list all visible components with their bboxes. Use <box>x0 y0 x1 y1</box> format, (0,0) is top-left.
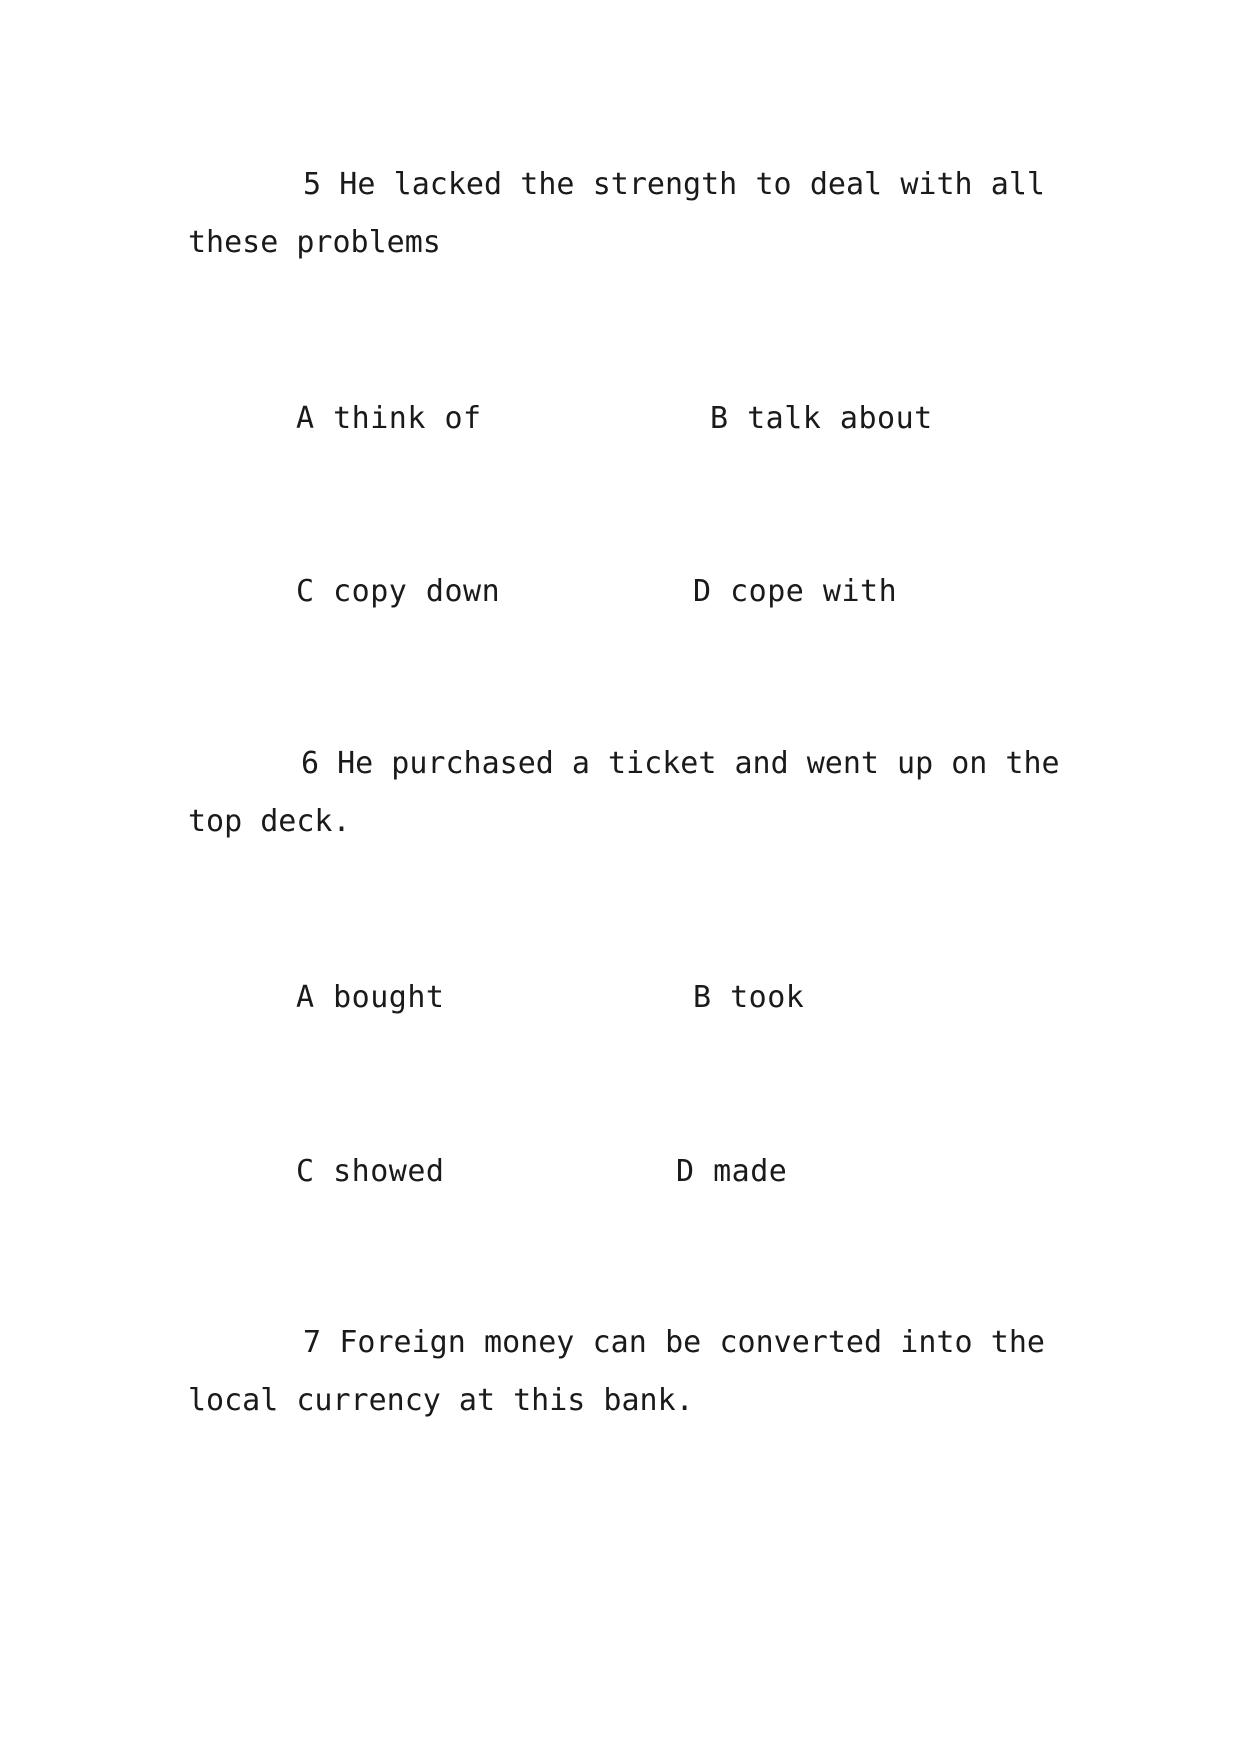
question-7-text-line-1: 7 Foreign money can be converted into the <box>303 1325 1045 1360</box>
question-6-text-line-2: top deck. <box>188 804 351 839</box>
question-5-option-b: B talk about <box>710 401 933 436</box>
question-5-text-line-2: these problems <box>188 225 441 260</box>
question-5-text-line-1: 5 He lacked the strength to deal with all <box>303 167 1045 202</box>
question-5-option-c: C copy down <box>296 574 501 609</box>
question-6-option-d: D made <box>676 1154 788 1189</box>
question-6-option-a: A bought <box>296 980 445 1015</box>
question-6-option-b: B took <box>693 980 805 1015</box>
question-6-option-c: C showed <box>296 1154 445 1189</box>
question-5-option-a: A think of <box>296 401 482 436</box>
question-6-text-line-1: 6 He purchased a ticket and went up on the <box>301 746 1060 781</box>
question-7-text-line-2: local currency at this bank. <box>188 1383 694 1418</box>
question-5-option-d: D cope with <box>693 574 898 609</box>
